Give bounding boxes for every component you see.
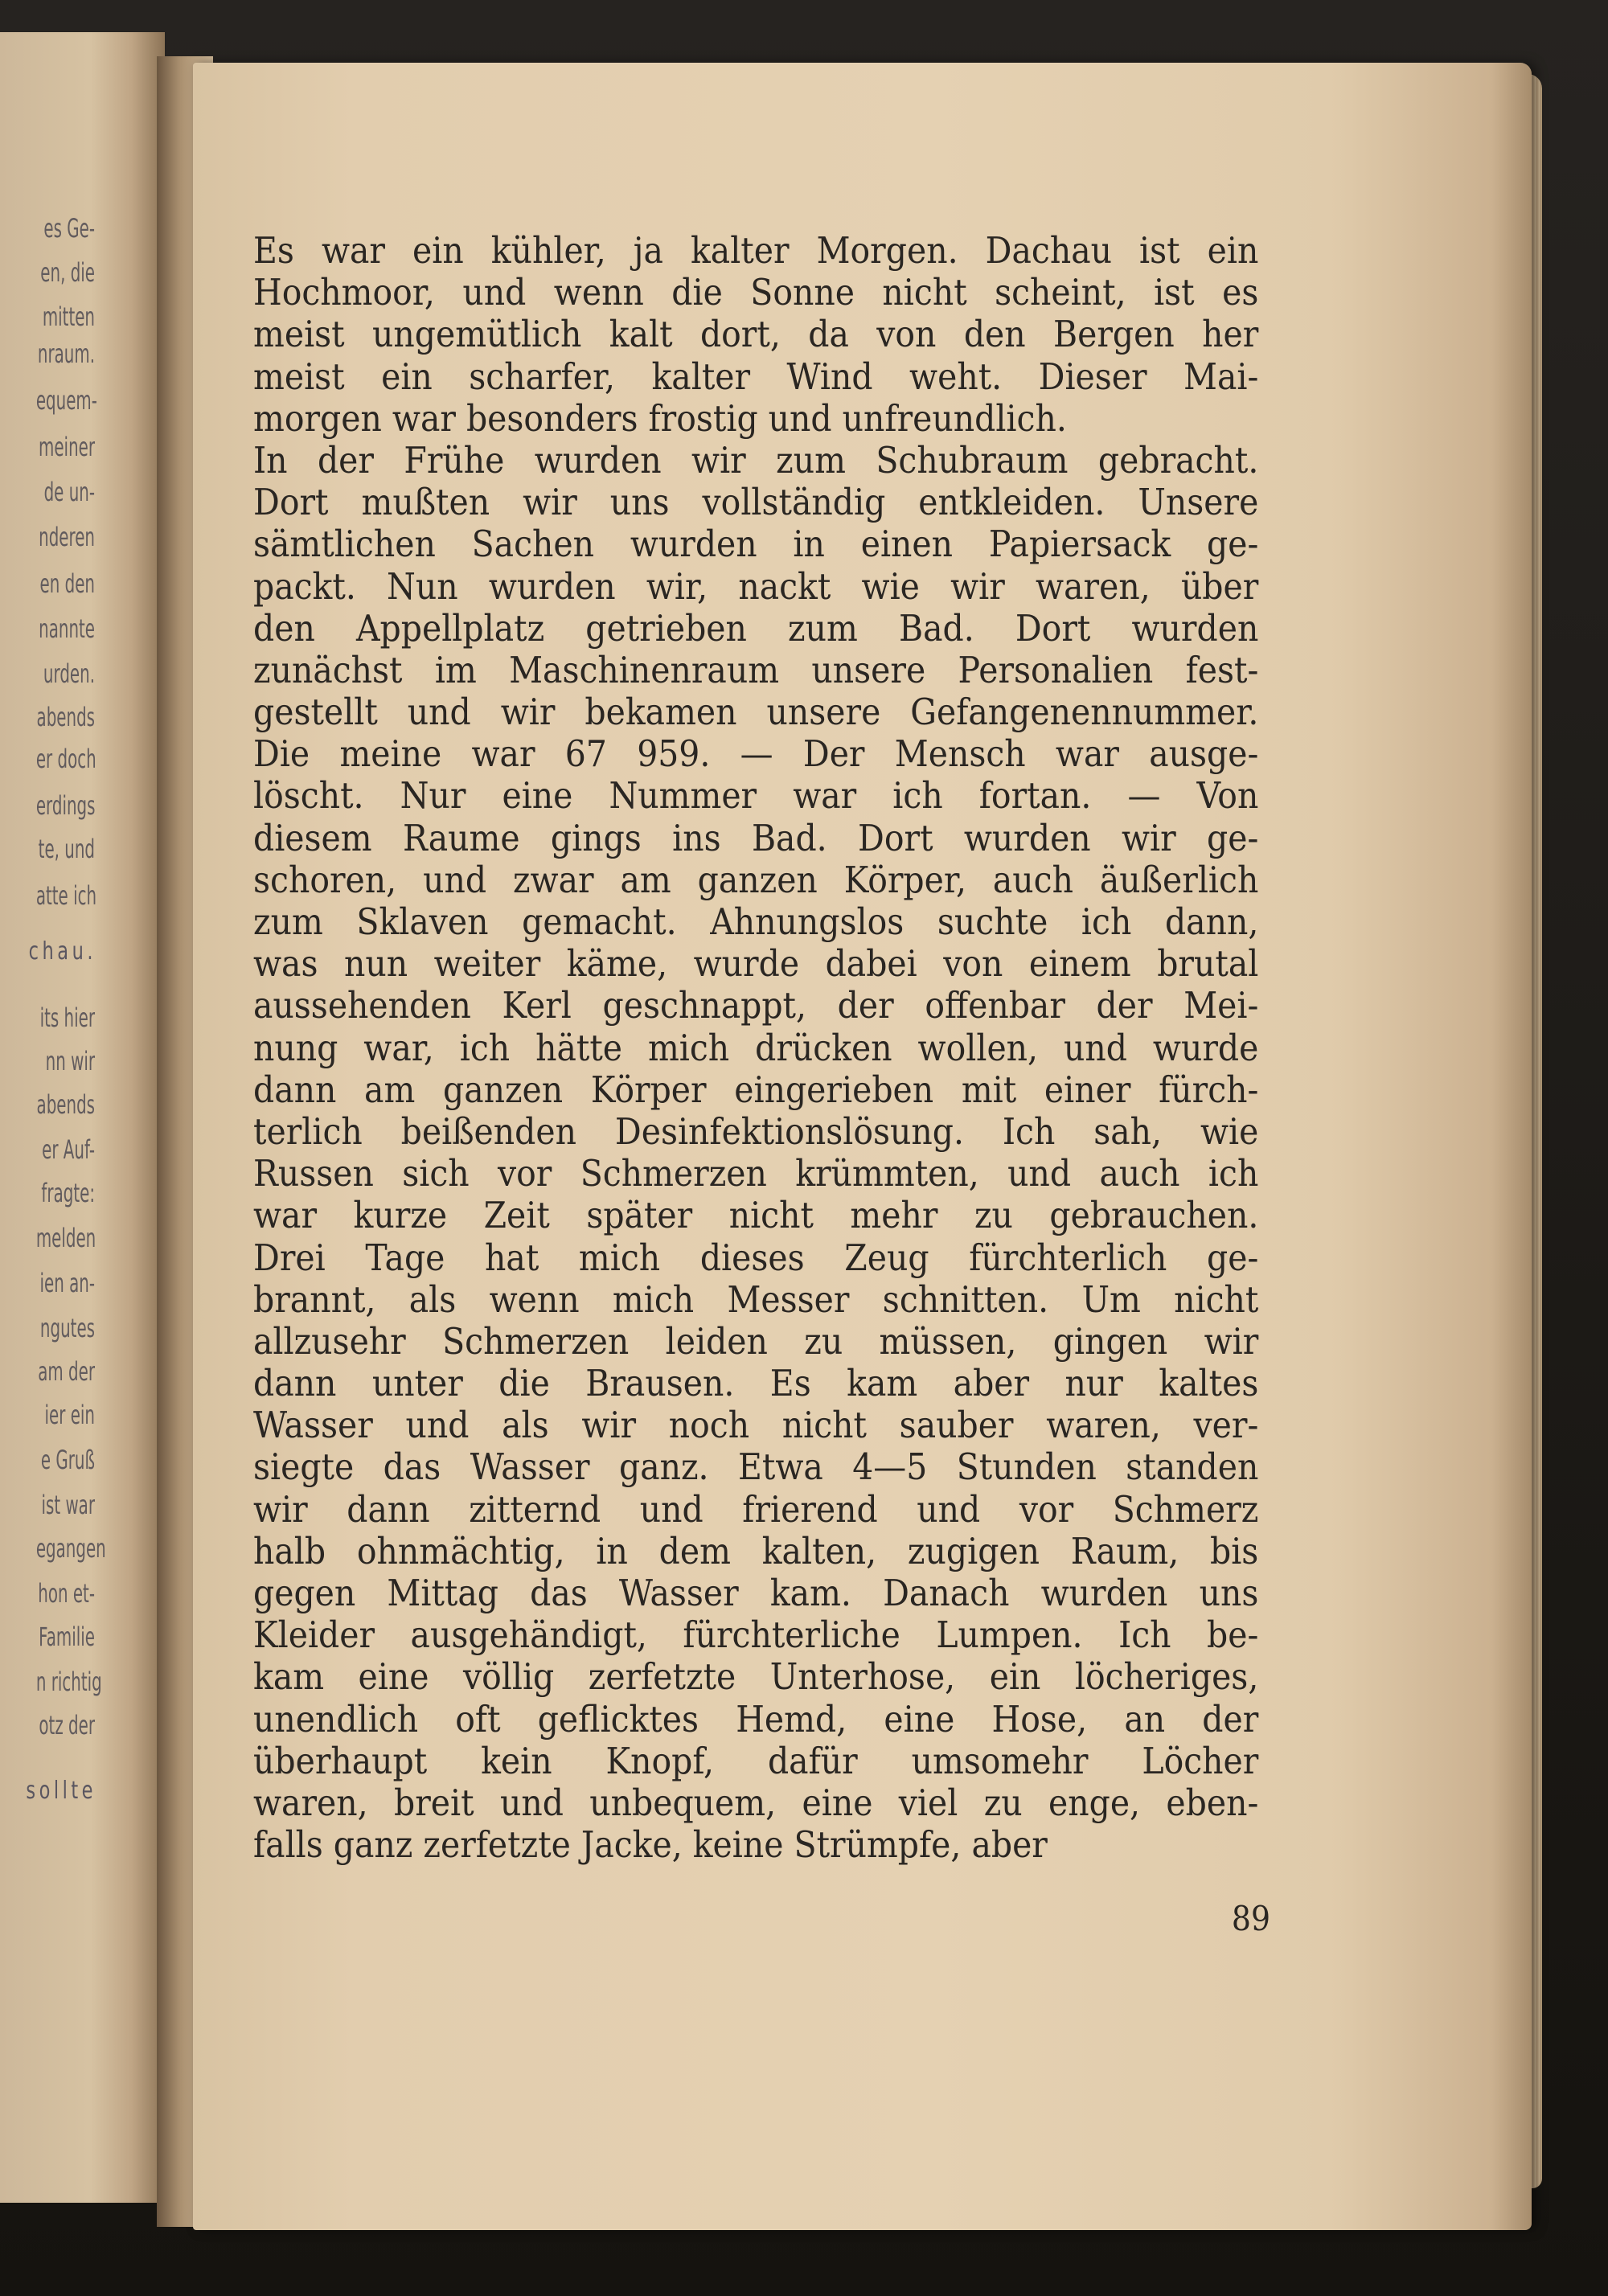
left-page-fragment: melden [35,1223,96,1253]
text-line: morgen war besonders frostig und unfreundlich. [253,396,1067,440]
left-page-fragment: ier ein [44,1400,95,1430]
text-line: gegen Mittag das Wasser kam. Danach wurden uns [253,1572,1259,1614]
left-page-fragment: nannte [39,613,96,644]
left-page-fragment: equem- [35,385,97,416]
text-line: sämtlichen Sachen wurden in einen Papiersack ge- [253,523,1259,566]
left-page-fragment: meiner [39,432,95,462]
text-line: unendlich oft geflicktes Hemd, eine Hose, an der [253,1697,1259,1740]
text-line: wir dann zitternd und frierend und vor Schmerz [253,1487,1259,1531]
text-line: In der Frühe wurden wir zum Schubraum gebracht. [253,438,1259,482]
page-number: 89 [1231,1899,1270,1938]
left-page-fragment: mitten [42,301,95,332]
left-page-fragment: en den [39,568,95,599]
text-line: schoren, und zwar am ganzen Körper, auch äußerlich [253,858,1259,901]
left-page-fragment: er doch [35,744,96,774]
left-page-fragment: its hier [39,1002,95,1033]
left-page-fragment: atte ich [35,880,97,911]
text-line: war kurze Zeit später nicht mehr zu gebrauchen. [253,1194,1259,1237]
text-line: Russen sich vor Schmerzen krümmten, und auch ich [253,1152,1259,1195]
text-line: terlich beißenden Desinfektionslösung. Ich sah, wie [253,1109,1259,1153]
text-line: nung war, ich hätte mich drücken wollen, und wurde [253,1026,1259,1069]
left-page-fragment: ist war [41,1490,96,1520]
left-page-fragment: abends [36,702,96,732]
text-line: löscht. Nur eine Nummer war ich fortan. — Von [253,774,1259,818]
left-page-fragment: erdings [35,790,96,821]
left-page-edge [0,32,165,2203]
text-line: dann am ganzen Körper eingerieben mit einer fürch- [253,1068,1259,1111]
left-page-fragment: te, und [38,834,95,864]
text-line: falls ganz zerfetzte Jacke, keine Strümpfe, aber [253,1823,1048,1867]
left-page-fragment: n richtig [35,1667,102,1697]
body-text [253,230,1258,1866]
left-page-fragment: hon et- [38,1578,95,1609]
text-line: Kleider ausgehändigt, fürchterliche Lumpen. Ich be- [253,1613,1259,1657]
text-line: was nun weiter käme, wurde dabei von einem brutal [253,942,1259,986]
left-page-fragment: en, die [40,257,95,288]
left-page-fragment: otz der [39,1710,95,1740]
left-page-fragment: nraum. [37,338,95,369]
text-line: gestellt und wir bekamen unsere Gefangenennummer. [253,691,1259,734]
text-line: Dort mußten wir uns vollständig entkleiden. Unsere [253,481,1259,524]
left-page-fragment: de un- [43,477,95,507]
text-line: Drei Tage hat mich dieses Zeug fürchterlich ge- [253,1236,1259,1279]
text-line: Die meine war 67 959. — Der Mensch war ausge- [253,732,1259,776]
text-line: meist ungemütlich kalt dort, da von den Bergen her [253,313,1259,356]
text-line: siegte das Wasser ganz. Etwa 4—5 Stunden standen [253,1445,1259,1489]
text-line: zum Sklaven gemacht. Ahnungslos suchte ich dann, [253,900,1259,943]
text-line: dann unter die Brausen. Es kam aber nur kaltes [253,1362,1259,1405]
text-line: Hochmoor, und wenn die Sonne nicht scheint, ist es [253,271,1259,314]
left-page-fragment: chau. [28,937,96,966]
left-page-fragment: Familie [39,1622,95,1652]
left-page-fragment: abends [36,1089,96,1120]
text-line: waren, breit und unbequem, eine viel zu enge, eben- [253,1781,1259,1824]
text-line: allzusehr Schmerzen leiden zu müssen, gingen wir [253,1319,1259,1363]
left-page-fragment: er Auf- [42,1134,95,1165]
left-page-fragment: nn wir [45,1046,95,1076]
left-page-fragment: ngutes [39,1313,95,1343]
left-page-fragment: urden. [43,658,96,689]
left-page-fragment: nderen [39,522,96,552]
text-line: aussehenden Kerl geschnappt, der offenbar der Mei- [253,984,1259,1027]
text-line: diesem Raume gings ins Bad. Dort wurden wir ge- [253,816,1259,859]
left-page-fragment: am der [38,1356,95,1387]
text-line: überhaupt kein Knopf, dafür umsomehr Löcher [253,1739,1259,1782]
text-line: den Appellplatz getrieben zum Bad. Dort wurden [253,606,1259,650]
text-line: kam eine völlig zerfetzte Unterhose, ein löcheriges, [253,1655,1259,1699]
text-line: packt. Nun wurden wir, nackt wie wir waren, über [253,564,1259,608]
left-page-fragment: ien an- [39,1268,96,1298]
text-line: Es war ein kühler, ja kalter Morgen. Dachau ist ein [253,229,1259,272]
left-page-fragment: e Gruß [40,1445,95,1475]
left-page-fragment: es Ge- [43,213,95,244]
text-line: zunächst im Maschinenraum unsere Personalien fest- [253,648,1259,691]
text-line: Wasser und als wir noch nicht sauber waren, ver- [253,1404,1259,1447]
left-page-fragment: egangen [35,1533,106,1564]
text-line: halb ohnmächtig, in dem kalten, zugigen Raum, bis [253,1529,1259,1572]
left-page-fragment: sollte [26,1777,96,1805]
text-line: brannt, als wenn mich Messer schnitten. Um nicht [253,1277,1259,1321]
text-line: meist ein scharfer, kalter Wind weht. Dieser Mai- [253,355,1259,398]
left-page-fragment: fragte: [41,1178,96,1208]
